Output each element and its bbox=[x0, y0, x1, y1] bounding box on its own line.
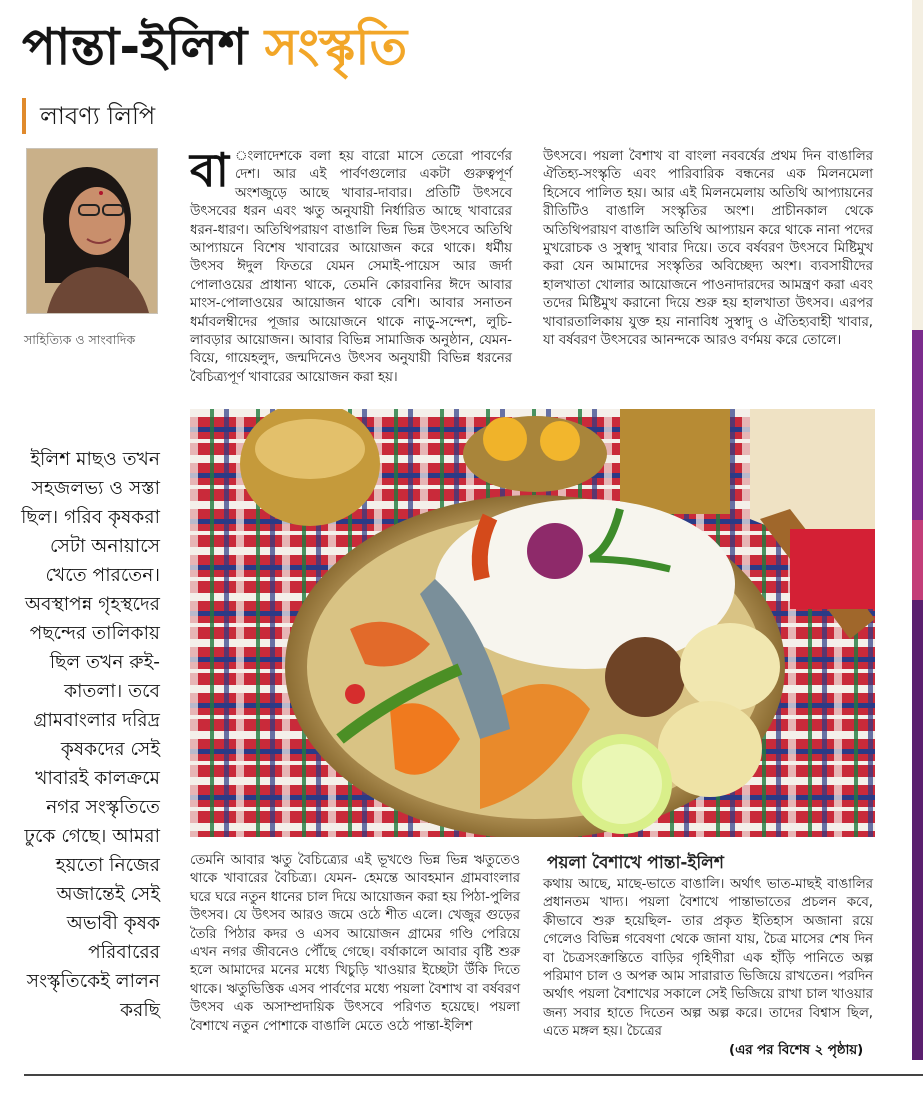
footer-rule bbox=[24, 1074, 923, 1076]
panta-ilish-plate-image bbox=[190, 409, 875, 837]
food-photo bbox=[190, 409, 875, 837]
author-caption: সাহিত্যিক ও সাংবাদিক bbox=[24, 332, 136, 347]
author-accent-bar bbox=[22, 98, 26, 134]
section-subheading: পয়লা বৈশাখে পান্তা-ইলিশ bbox=[547, 853, 724, 873]
headline-accent: সংস্কৃতি bbox=[264, 18, 408, 76]
article-column-3 bbox=[190, 852, 520, 1036]
article-column-4 bbox=[543, 876, 873, 1042]
article-column-1 bbox=[190, 143, 512, 387]
adjacent-page-edge bbox=[912, 0, 923, 1060]
article-column-2-text: উৎসবে। পয়লা বৈশাখ বা বাংলা নববর্ষের প্রথম দিন বাঙালির ঐতিহ্য-সংস্কৃতি এবং পারিবারিক বন্ধনের এক মিলনমেলা হিসেবে পালিত হয়। আর এই মিলনমেলায় অতিথি আপ্যায়নের রীতিটিও বাঙালি সংস্কৃতির অংশ। প্রাচীনকাল থেকে অতিথিপরায়ণ বাঙালি অতিথি আপ্যায়ন করে থাকে নানা পদের মুখরোচক ও সুস্বাদু খাবার দিয়ে। তবে বর্ষবরণ উৎসবে মিষ্টিমুখ করা যেন আমাদের সংস্কৃতির অবিচ্ছেদ্য অংশ। ব্যবসায়ীদের হালখাতা খোলার আয়োজনে পাওনাদারদের আমন্ত্রণ করা এবং তদের মিষ্টিমুখ করানো দিয়ে শুরু হয় হালখাতা উৎসব। এরপর খাবারতালিকায় যুক্ত হয় নানাবিধ সুস্বাদু ও ঐতিহ্যবাহী খাবার, যা বর্ষবরণ উৎসবের আনন্দকে আরও বর্ণময় করে তোলে। bbox=[543, 149, 873, 349]
edge-pink-band bbox=[912, 520, 923, 600]
author-photo bbox=[26, 148, 158, 314]
continued-note: (এর পর বিশেষ ২ পৃষ্ঠায়) bbox=[729, 1043, 864, 1058]
dropcap: বা bbox=[190, 143, 229, 197]
article-column-1-text: ংলাদেশকে বলা হয় বারো মাসে তেরো পাবর্ণের দেশ। আর এই পার্বণগুলোর একটা গুরুত্বপূর্ণ অংশজুড়ে আছে খাবার-দাবার। প্রতিটি উৎসবে উৎসবের ধরন এবং ঋতু অনুযায়ী নির্ধারিত আছে খাবারের ধরন-ধারণ। অতিথিপরায়ণ বাঙালি ভিন্ন ভিন্ন উৎসবে অতিথি আপ্যায়নে বিশেষ খাবারের আয়োজন করে থাকে। ধর্মীয় উৎসব ঈদুল ফিতরে যেমন সেমাই-পায়েস আর জর্দা পোলাওয়ের প্রাধান্য থাকে, তেমনি কোরবানির ঈদে আবার মাংস-পোলাওয়ের আয়োজন থাকে বেশি। আবার সনাতন ধর্মাবলম্বীদের পূজার আয়োজনে থাকে নাড়ু-সন্দেশ, লুচি-লাবড়ার আয়োজন। আবার বিভিন্ন সামাজিক অনুষ্ঠান, যেমন- বিয়ে, গায়েহলুদ, জন্মদিনেও উৎসব অনুযায়ী বিভিন্ন ধরনের বৈচিত্র্যপূর্ণ খাবারের আয়োজন করা হয়। bbox=[190, 149, 512, 385]
article-column-3-text: তেমনি আবার ঋতু বৈচিত্র্যের এই ভূখণ্ডে ভিন্ন ভিন্ন ঋতুতেও থাকে খাবারের বৈচিত্র্য। যেমন- হেমন্তে আবহমান গ্রামবাংলার ঘরে ঘরে নতুন ধানের চাল দিয়ে আয়োজন করা হয় পিঠা-পুলির উৎসব। যে উৎসব আরও জমে ওঠে শীত এলে। খেজুর গুড়ের তৈরি পিঠার কদর ও এসব আয়োজন গ্রামের গণ্ডি পেরিয়ে এখন নগর জীবনেও পৌঁছে গেছে। বর্ষাকালে আবার বৃষ্টি শুরু হলে আমাদের মনের মধ্যে খিচুড়ি খাওয়ার ইচ্ছেটা উঁকি দিতে থাকে। ঋতুভিত্তিক এসব পার্বণের মধ্যে পয়লা বৈশাখ বা বর্ষবরণ উৎসব এক অসাম্প্রদায়িক উৎসবে পরিণত হয়েছে। পয়লা বৈশাখে নতুন পোশাকে বাঙালি মেতে ওঠে পান্তা-ইলিশ bbox=[190, 853, 520, 1034]
article-column-2 bbox=[543, 148, 873, 350]
headline-main: পান্তা-ইলিশ bbox=[22, 18, 248, 76]
edge-purple-band bbox=[912, 330, 923, 520]
pull-quote: ইলিশ মাছও তখন সহজলভ্য ও সস্তা ছিল। গরিব কৃষকরা সেটা অনায়াসে খেতে পারতেন। অবস্থাপন্ন গৃহস্থদের পছন্দের তালিকায় ছিল তখন রুই-কাতলা। তবে গ্রামবাংলার দরিদ্র কৃষকদের সেই খাবারই কালক্রমে নগর সংস্কৃতিতে ঢুকে গেছে। আমরা হয়তো নিজের অজান্তেই সেই অভাবী কৃষক পরিবারের সংস্কৃতিকেই লালন করছি bbox=[21, 449, 160, 1021]
headline bbox=[22, 8, 407, 86]
article-column-4-text: কথায় আছে, মাছে-ভাতে বাঙালি। অর্থাৎ ভাত-মাছই বাঙালির প্রধানতম খাদ্য। পয়লা বৈশাখে পান্তাভাতের প্রচলন কবে, কীভাবে শুরু হয়েছিল- তার প্রকৃত ইতিহাস অজানা রয়ে গেলেও বিভিন্ন গবেষণা থেকে জানা যায়, চৈত্র মাসের শেষ দিন বা চৈত্রসংক্রান্তিতে বাড়ির গৃহিণীরা এক হাঁড়ি পানিতে অল্প পরিমাণ চাল ও অপক্ব আম সারারাত ভিজিয়ে রাখতেন। পরদিন অর্থাৎ পয়লা বৈশাখের সকালে সেই ভিজিয়ে রাখা চাল খাওয়ার জন্য সবার হাতে দিতেন অল্প অল্প করে। তাদের বিশ্বাস ছিল, এতে মঙ্গল হয়। চৈত্রের bbox=[543, 877, 873, 1040]
portrait-illustration bbox=[27, 149, 157, 313]
edge-deep-band bbox=[912, 600, 923, 1060]
author-name: লাবণ্য লিপি bbox=[40, 102, 156, 130]
